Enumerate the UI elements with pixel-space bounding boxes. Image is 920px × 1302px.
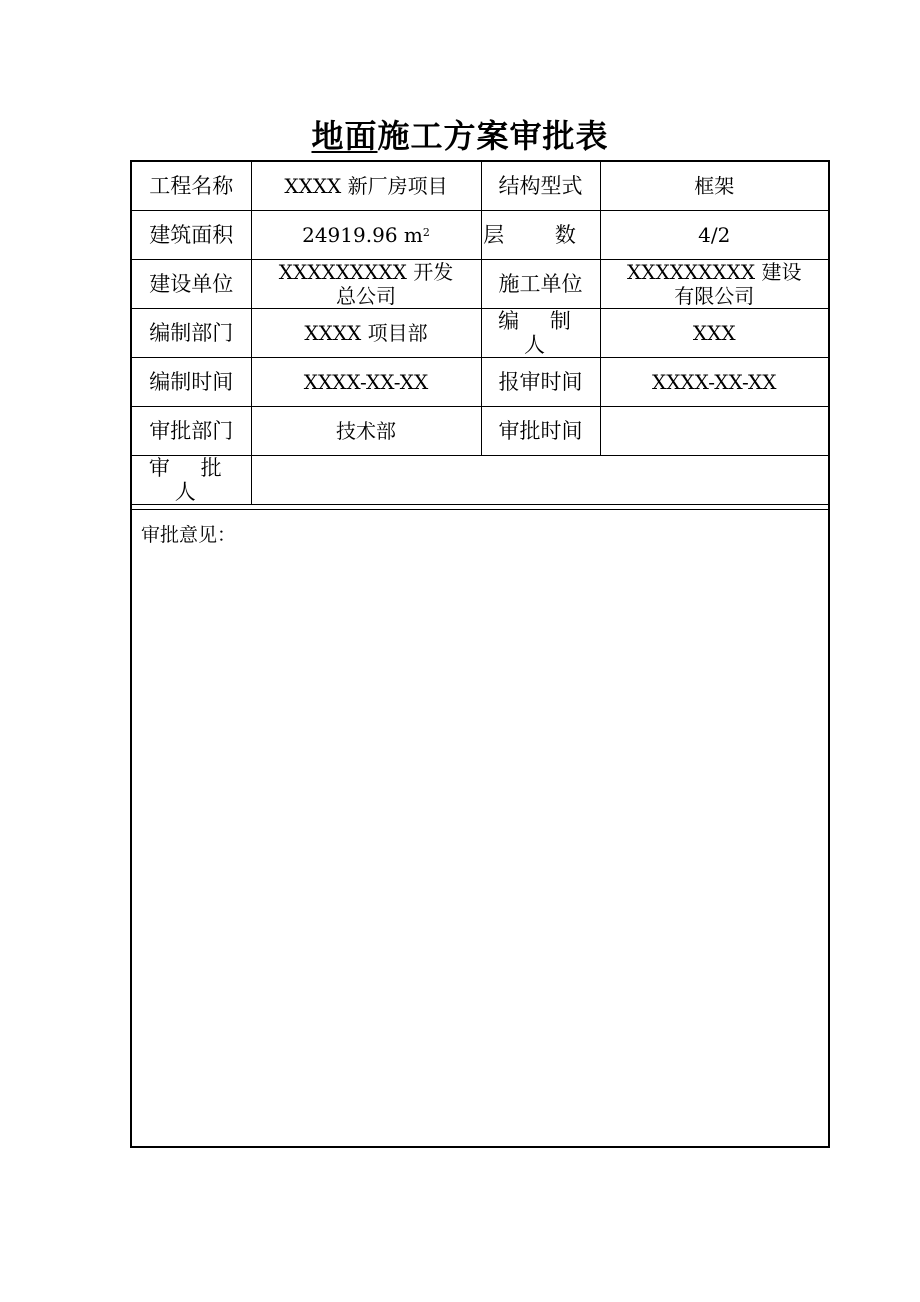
form-row-area — [132, 211, 828, 260]
approve-dept-label: 审批部门 — [132, 407, 251, 456]
form-row-preparation — [132, 309, 828, 358]
floors-value[interactable]: 4/2 — [600, 211, 828, 260]
preparer-label: 编 制 人 — [481, 309, 600, 358]
builder-value-line1: XXXXXXXXX 开发 — [278, 260, 454, 284]
approve-dept-value[interactable]: 技术部 — [251, 407, 481, 456]
page-title — [0, 112, 920, 160]
project-name-value[interactable]: XXXX 新厂房项目 — [251, 162, 481, 211]
area-value-cell[interactable] — [251, 211, 481, 260]
floors-label: 层 数 — [481, 211, 600, 260]
submit-time-value[interactable]: XXXX-XX-XX — [600, 358, 828, 407]
prep-time-value[interactable]: XXXX-XX-XX — [251, 358, 481, 407]
builder-value-line2: 总公司 — [336, 284, 396, 308]
structure-value[interactable]: 框架 — [600, 162, 828, 211]
prep-dept-value[interactable]: XXXX 项目部 — [251, 309, 481, 358]
form-row-approval — [132, 407, 828, 456]
approve-time-label: 审批时间 — [481, 407, 600, 456]
preparer-value[interactable]: XXX — [600, 309, 828, 358]
contractor-value-line2: 有限公司 — [674, 284, 755, 308]
form-table — [132, 162, 828, 505]
approver-label: 审 批 人 — [132, 456, 251, 505]
project-name-label: 工程名称 — [132, 162, 251, 211]
approval-opinion-area[interactable] — [132, 509, 828, 1146]
approver-value[interactable] — [251, 456, 828, 505]
area-unit-superscript: 2 — [422, 226, 430, 239]
form-row-units — [132, 260, 828, 309]
prep-time-label: 编制时间 — [132, 358, 251, 407]
area-label: 建筑面积 — [132, 211, 251, 260]
approve-time-value[interactable] — [600, 407, 828, 456]
form-row-approver — [132, 456, 828, 505]
approval-form — [130, 160, 830, 1148]
form-row-project — [132, 162, 828, 211]
prep-dept-label: 编制部门 — [132, 309, 251, 358]
contractor-value-line1: XXXXXXXXX 建设 — [626, 260, 802, 284]
approval-opinion-label: 审批意见： — [141, 524, 237, 546]
structure-label: 结构型式 — [481, 162, 600, 211]
area-value: 24919.96 m — [302, 223, 423, 247]
title-underlined-part: 地面 — [311, 117, 378, 155]
contractor-value-cell[interactable] — [600, 260, 828, 309]
builder-value-cell[interactable] — [251, 260, 481, 309]
contractor-label: 施工单位 — [481, 260, 600, 309]
submit-time-label: 报审时间 — [481, 358, 600, 407]
builder-label: 建设单位 — [132, 260, 251, 309]
form-row-times — [132, 358, 828, 407]
title-rest: 施工方案审批表 — [377, 117, 609, 155]
